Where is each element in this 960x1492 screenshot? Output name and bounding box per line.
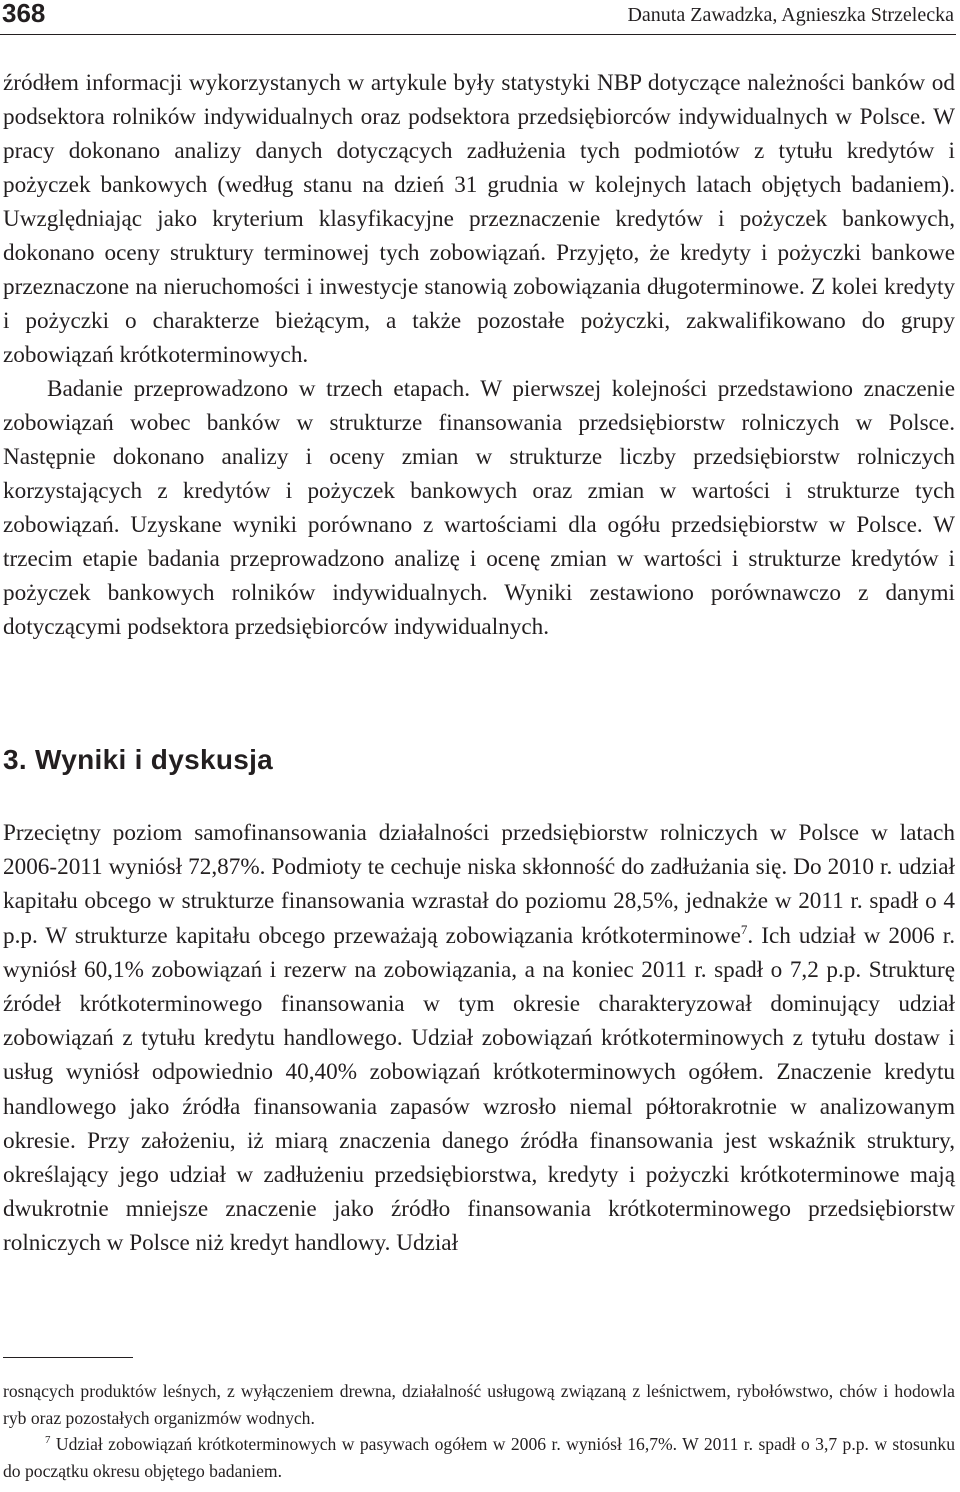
footnote-7-text: Udział zobowiązań krótkoterminowych w pasywach ogółem w 2006 r. wyniósł 16,7%. W 2011 r. spadł o 3,7 p.p. w stosunku do początku okresu objętego badaniem. [3, 1434, 955, 1481]
footnotes [3, 1378, 955, 1484]
footnote-7 [3, 1431, 955, 1484]
paragraph-research-stages: Badanie przeprowadzono w trzech etapach. W pierwszej kolejności przedstawiono znaczenie zobowiązań wobec banków w strukturze finansowania przedsiębiorstw rolniczych w Polsce. Następnie dokonano analizy i oceny zmian w strukturze liczby przedsiębiorstw rolniczych korzystających z kredytów i pożyczek bankowych oraz zmian w wartości i strukturze tych zobowiązań. Uzyskane wyniki porównano z wartościami dla ogółu przedsiębiorstw w Polsce. W trzecim etapie badania przeprowadzono analizę i ocenę zmian w wartości i strukturze kredytów i pożyczek bankowych rolników indywidualnych. Wyniki zestawiono porównawczo z danymi dotyczącymi podsektora przedsiębiorców indywidualnych. [3, 376, 955, 640]
running-head-authors: Danuta Zawadzka, Agnieszka Strzelecka [627, 4, 954, 26]
section-heading: 3. Wyniki i dyskusja [3, 744, 274, 775]
footnote-reference-7[interactable]: 7 [740, 921, 748, 937]
results-text-part-1: Przeciętny poziom samofinansowania działalności przedsiębiorstw rolniczych w Polsce w latach 2006-2011 wyniósł 72,87%. Podmioty te cechuje niska skłonność do zadłużania się. Do 2010 r. udział kapitału obcego w strukturze finansowania wzrastał do poziomu 28,5%, jednakże w 2011 r. spadł o 4 p.p. W strukturze kapitału obcego przeważają zobowiązania krótkoterminowe [3, 820, 955, 949]
results-text-part-2: . Ich udział w 2006 r. wyniósł 60,1% zobowiązań i rezerw na zobowiązania, a na koniec 2011 r. spadł o 7,2 p.p. Strukturę źródeł krótkoterminowego finansowania w tym okresie charakteryzował dominujący udział zobowiązań z tytułu kredytu handlowego. Udział zobowiązań krótkoterminowych z tytułu dostaw i usług wyniósł odpowiednio 40,40% zobowiązań krótkoterminowych ogółem. Znaczenie kredytu handlowego jako źródła finansowania zapasów wzrosło niemal półtorakrotnie w analizowanym okresie. Przy założeniu, iż miarą znaczenia danego źródła finansowania jest wskaźnik struktury, określający jego udział w zadłużeniu przedsiębiorstwa, kredyty i pożyczki krótkoterminowe mają dwukrotnie mniejsze znaczenie jako źródło finansowania krótkoterminowego przedsiębiorstw rolniczych w Polsce niż kredyt handlowy. Udział [3, 922, 956, 1257]
page-number: 368 [2, 0, 46, 28]
footnote-separator [3, 1357, 133, 1358]
paragraph-results [3, 816, 955, 1261]
footnote-7-mark: 7 [45, 1434, 51, 1446]
body-text-upper [3, 66, 955, 644]
page-header [0, 0, 956, 35]
footnote-continued: rosnących produktów leśnych, z wyłączeniem drewna, działalność usługową związaną z leśnictwem, rybołówstwo, chów i hodowla ryb oraz pozostałych organizmów wodnych. [3, 1381, 955, 1428]
paragraph-data-sources: źródłem informacji wykorzystanych w artykule były statystyki NBP dotyczące należności banków od podsektora rolników indywidualnych oraz podsektora przedsiębiorców indywidualnych w Polsce. W pracy dokonano analizy danych dotyczących zadłużenia tych podmiotów z tytułu kredytów i pożyczek bankowych (według stanu na dzień 31 grudnia w kolejnych latach objętych badaniem). Uwzględniając jako kryterium klasyfikacyjne przeznaczenie kredytów i pożyczek bankowych, dokonano oceny struktury terminowej tych zobowiązań. Przyjęto, że kredyty i pożyczki bankowe przeznaczone na nieruchomości i inwestycje stanowią zobowiązania długoterminowe. Z kolei kredyty i pożyczki o charakterze bieżącym, a także pozostałe pożyczki, zakwalifikowano do grupy zobowiązań krótkoterminowych. [3, 70, 955, 368]
body-text-results [3, 816, 955, 1261]
